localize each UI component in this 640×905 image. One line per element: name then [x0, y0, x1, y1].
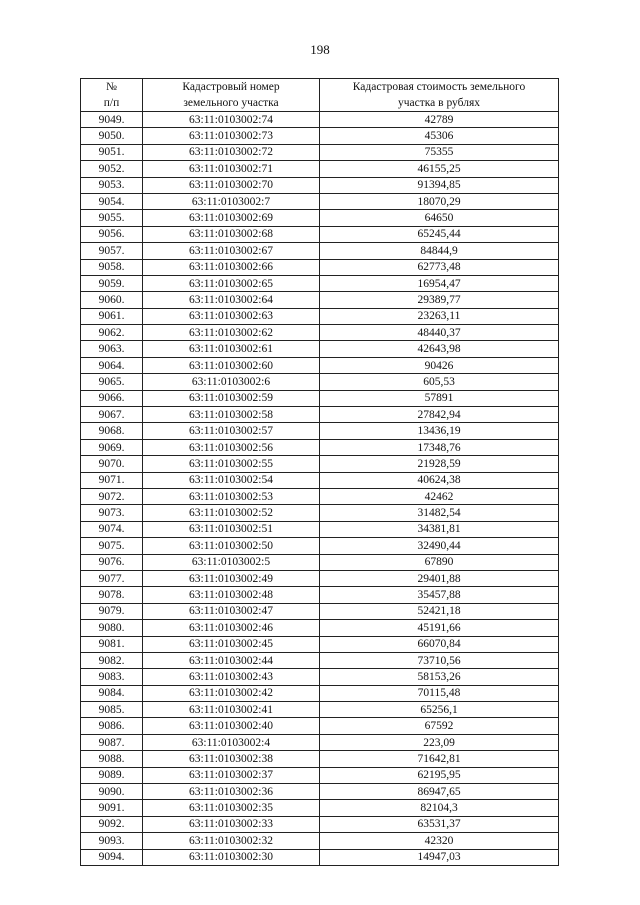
cadastral-number-cell: 63:11:0103002:51: [143, 521, 320, 537]
table-row: [81, 718, 559, 734]
row-number-cell: 9049.: [81, 112, 143, 128]
cadastral-number-cell: 63:11:0103002:49: [143, 570, 320, 586]
cadastral-value-cell: 67592: [320, 718, 559, 734]
row-number-cell: 9071.: [81, 472, 143, 488]
table-row: [81, 193, 559, 209]
row-number-cell: 9054.: [81, 193, 143, 209]
cadastral-value-cell: 42643,98: [320, 341, 559, 357]
row-number-cell: 9067.: [81, 407, 143, 423]
table-row: [81, 243, 559, 259]
cadastral-value-cell: 23263,11: [320, 308, 559, 324]
cadastral-value-cell: 45306: [320, 128, 559, 144]
table-row: [81, 325, 559, 341]
row-number-cell: 9063.: [81, 341, 143, 357]
row-number-cell: 9081.: [81, 636, 143, 652]
row-number-cell: 9065.: [81, 374, 143, 390]
cadastral-value-cell: 70115,48: [320, 685, 559, 701]
cadastral-value-cell: 32490,44: [320, 538, 559, 554]
cadastral-value-cell: 29389,77: [320, 292, 559, 308]
cadastral-value-cell: 73710,56: [320, 652, 559, 668]
cadastral-value-cell: 65245,44: [320, 226, 559, 242]
table-row: [81, 685, 559, 701]
cadastral-value-cell: 57891: [320, 390, 559, 406]
cadastral-value-cell: 605,53: [320, 374, 559, 390]
row-number-cell: 9066.: [81, 390, 143, 406]
row-number-cell: 9064.: [81, 357, 143, 373]
table-header-row: [81, 79, 559, 112]
cadastral-number-cell: 63:11:0103002:38: [143, 751, 320, 767]
cadastral-value-cell: 42789: [320, 112, 559, 128]
cadastral-value-cell: 27842,94: [320, 407, 559, 423]
row-number-cell: 9087.: [81, 734, 143, 750]
table-row: [81, 226, 559, 242]
cadastral-value-cell: 14947,03: [320, 849, 559, 865]
cadastral-number-cell: 63:11:0103002:71: [143, 161, 320, 177]
header-value-line1: Кадастровая стоимость земельного: [352, 81, 526, 93]
cadastral-value-cell: 42462: [320, 488, 559, 504]
table-row: [81, 488, 559, 504]
cadastral-number-cell: 63:11:0103002:37: [143, 767, 320, 783]
row-number-cell: 9079.: [81, 603, 143, 619]
cadastral-number-cell: 63:11:0103002:62: [143, 325, 320, 341]
table-row: [81, 603, 559, 619]
row-number-cell: 9083.: [81, 669, 143, 685]
row-number-cell: 9060.: [81, 292, 143, 308]
cadastral-value-cell: 58153,26: [320, 669, 559, 685]
cadastral-value-cell: 75355: [320, 144, 559, 160]
cadastral-value-cell: 21928,59: [320, 456, 559, 472]
row-number-cell: 9072.: [81, 488, 143, 504]
cadastral-value-cell: 64650: [320, 210, 559, 226]
table-row: [81, 439, 559, 455]
row-number-cell: 9080.: [81, 620, 143, 636]
row-number-cell: 9050.: [81, 128, 143, 144]
table-row: [81, 275, 559, 291]
cadastral-number-cell: 63:11:0103002:55: [143, 456, 320, 472]
cadastral-number-cell: 63:11:0103002:52: [143, 505, 320, 521]
row-number-cell: 9076.: [81, 554, 143, 570]
row-number-cell: 9088.: [81, 751, 143, 767]
cadastral-value-cell: 52421,18: [320, 603, 559, 619]
table-row: [81, 341, 559, 357]
cadastral-value-cell: 42320: [320, 833, 559, 849]
cadastral-number-cell: 63:11:0103002:63: [143, 308, 320, 324]
table-row: [81, 784, 559, 800]
cadastral-number-cell: 63:11:0103002:65: [143, 275, 320, 291]
cadastral-number-cell: 63:11:0103002:68: [143, 226, 320, 242]
row-number-cell: 9073.: [81, 505, 143, 521]
row-number-cell: 9078.: [81, 587, 143, 603]
cadastral-number-cell: 63:11:0103002:57: [143, 423, 320, 439]
row-number-cell: 9062.: [81, 325, 143, 341]
cadastral-value-cell: 45191,66: [320, 620, 559, 636]
row-number-cell: 9056.: [81, 226, 143, 242]
cadastral-value-cell: 31482,54: [320, 505, 559, 521]
row-number-cell: 9061.: [81, 308, 143, 324]
table-row: [81, 292, 559, 308]
header-cadastral-value: [320, 79, 559, 112]
table-row: [81, 833, 559, 849]
row-number-cell: 9051.: [81, 144, 143, 160]
cadastral-number-cell: 63:11:0103002:7: [143, 193, 320, 209]
row-number-cell: 9052.: [81, 161, 143, 177]
cadastral-value-cell: 34381,81: [320, 521, 559, 537]
cadastral-number-cell: 63:11:0103002:5: [143, 554, 320, 570]
cadastral-number-cell: 63:11:0103002:69: [143, 210, 320, 226]
cadastral-number-cell: 63:11:0103002:53: [143, 488, 320, 504]
cadastral-value-cell: 66070,84: [320, 636, 559, 652]
cadastral-number-cell: 63:11:0103002:30: [143, 849, 320, 865]
cadastral-number-cell: 63:11:0103002:45: [143, 636, 320, 652]
cadastral-value-cell: 84844,9: [320, 243, 559, 259]
table-row: [81, 620, 559, 636]
cadastral-value-cell: 17348,76: [320, 439, 559, 455]
row-number-cell: 9092.: [81, 816, 143, 832]
table-row: [81, 390, 559, 406]
cadastral-value-cell: 67890: [320, 554, 559, 570]
cadastral-number-cell: 63:11:0103002:58: [143, 407, 320, 423]
cadastral-number-cell: 63:11:0103002:54: [143, 472, 320, 488]
table-row: [81, 816, 559, 832]
table-row: [81, 734, 559, 750]
cadastral-number-cell: 63:11:0103002:61: [143, 341, 320, 357]
header-pp: п/п: [103, 97, 120, 109]
cadastral-number-cell: 63:11:0103002:35: [143, 800, 320, 816]
row-number-cell: 9055.: [81, 210, 143, 226]
cadastral-value-cell: 62195,95: [320, 767, 559, 783]
table-row: [81, 505, 559, 521]
row-number-cell: 9084.: [81, 685, 143, 701]
table-row: [81, 357, 559, 373]
table-row: [81, 144, 559, 160]
cadastral-value-cell: 90426: [320, 357, 559, 373]
cadastral-number-cell: 63:11:0103002:41: [143, 702, 320, 718]
cadastral-number-cell: 63:11:0103002:43: [143, 669, 320, 685]
row-number-cell: 9069.: [81, 439, 143, 455]
table-body: [81, 112, 559, 866]
row-number-cell: 9075.: [81, 538, 143, 554]
table-row: [81, 472, 559, 488]
cadastral-value-cell: 18070,29: [320, 193, 559, 209]
table-row: [81, 554, 559, 570]
table-row: [81, 751, 559, 767]
cadastral-number-cell: 63:11:0103002:72: [143, 144, 320, 160]
table-row: [81, 259, 559, 275]
cadastral-value-cell: 65256,1: [320, 702, 559, 718]
cadastral-number-cell: 63:11:0103002:32: [143, 833, 320, 849]
cadastral-value-cell: 86947,65: [320, 784, 559, 800]
table-row: [81, 538, 559, 554]
cadastral-number-cell: 63:11:0103002:59: [143, 390, 320, 406]
header-cadastral-number: [143, 79, 320, 112]
table-row: [81, 423, 559, 439]
row-number-cell: 9090.: [81, 784, 143, 800]
row-number-cell: 9070.: [81, 456, 143, 472]
cadastral-value-cell: 46155,25: [320, 161, 559, 177]
row-number-cell: 9068.: [81, 423, 143, 439]
cadastral-number-cell: 63:11:0103002:47: [143, 603, 320, 619]
table-row: [81, 210, 559, 226]
header-number-sign: №: [106, 81, 117, 93]
cadastral-number-cell: 63:11:0103002:40: [143, 718, 320, 734]
table-row: [81, 177, 559, 193]
row-number-cell: 9082.: [81, 652, 143, 668]
row-number-cell: 9057.: [81, 243, 143, 259]
table-row: [81, 374, 559, 390]
cadastral-number-cell: 63:11:0103002:44: [143, 652, 320, 668]
cadastral-number-cell: 63:11:0103002:70: [143, 177, 320, 193]
table-row: [81, 669, 559, 685]
cadastral-number-cell: 63:11:0103002:42: [143, 685, 320, 701]
row-number-cell: 9085.: [81, 702, 143, 718]
cadastral-value-cell: 29401,88: [320, 570, 559, 586]
table-row: [81, 112, 559, 128]
cadastral-value-cell: 13436,19: [320, 423, 559, 439]
cadastral-number-cell: 63:11:0103002:64: [143, 292, 320, 308]
cadastral-number-cell: 63:11:0103002:46: [143, 620, 320, 636]
row-number-cell: 9094.: [81, 849, 143, 865]
cadastral-value-cell: 82104,3: [320, 800, 559, 816]
cadastral-number-cell: 63:11:0103002:36: [143, 784, 320, 800]
cadastral-value-cell: 63531,37: [320, 816, 559, 832]
header-cadastral-line1: Кадастровый номер: [182, 81, 280, 93]
table-row: [81, 652, 559, 668]
row-number-cell: 9089.: [81, 767, 143, 783]
cadastral-value-cell: 223,09: [320, 734, 559, 750]
cadastral-value-cell: 91394,85: [320, 177, 559, 193]
table-row: [81, 587, 559, 603]
row-number-cell: 9074.: [81, 521, 143, 537]
table-row: [81, 767, 559, 783]
cadastral-number-cell: 63:11:0103002:74: [143, 112, 320, 128]
cadastral-number-cell: 63:11:0103002:66: [143, 259, 320, 275]
table-row: [81, 702, 559, 718]
cadastral-number-cell: 63:11:0103002:73: [143, 128, 320, 144]
table-row: [81, 161, 559, 177]
cadastral-number-cell: 63:11:0103002:67: [143, 243, 320, 259]
table-row: [81, 521, 559, 537]
cadastral-value-cell: 35457,88: [320, 587, 559, 603]
cadastral-number-cell: 63:11:0103002:6: [143, 374, 320, 390]
table-row: [81, 308, 559, 324]
table-row: [81, 800, 559, 816]
table-row: [81, 570, 559, 586]
row-number-cell: 9053.: [81, 177, 143, 193]
table-row: [81, 456, 559, 472]
cadastral-number-cell: 63:11:0103002:56: [143, 439, 320, 455]
row-number-cell: 9077.: [81, 570, 143, 586]
table-row: [81, 407, 559, 423]
header-row-number: [81, 79, 143, 112]
table-row: [81, 849, 559, 865]
header-cadastral-line2: земельного участка: [183, 97, 279, 109]
row-number-cell: 9058.: [81, 259, 143, 275]
cadastral-value-cell: 48440,37: [320, 325, 559, 341]
cadastral-number-cell: 63:11:0103002:33: [143, 816, 320, 832]
cadastral-value-cell: 71642,81: [320, 751, 559, 767]
row-number-cell: 9091.: [81, 800, 143, 816]
cadastral-value-table: [80, 78, 559, 866]
table-row: [81, 636, 559, 652]
cadastral-number-cell: 63:11:0103002:50: [143, 538, 320, 554]
page-number: 198: [310, 42, 330, 57]
row-number-cell: 9093.: [81, 833, 143, 849]
cadastral-value-cell: 16954,47: [320, 275, 559, 291]
header-value-line2: участка в рублях: [397, 97, 480, 109]
cadastral-value-cell: 62773,48: [320, 259, 559, 275]
row-number-cell: 9086.: [81, 718, 143, 734]
cadastral-value-cell: 40624,38: [320, 472, 559, 488]
row-number-cell: 9059.: [81, 275, 143, 291]
cadastral-number-cell: 63:11:0103002:60: [143, 357, 320, 373]
cadastral-number-cell: 63:11:0103002:48: [143, 587, 320, 603]
table-row: [81, 128, 559, 144]
cadastral-number-cell: 63:11:0103002:4: [143, 734, 320, 750]
